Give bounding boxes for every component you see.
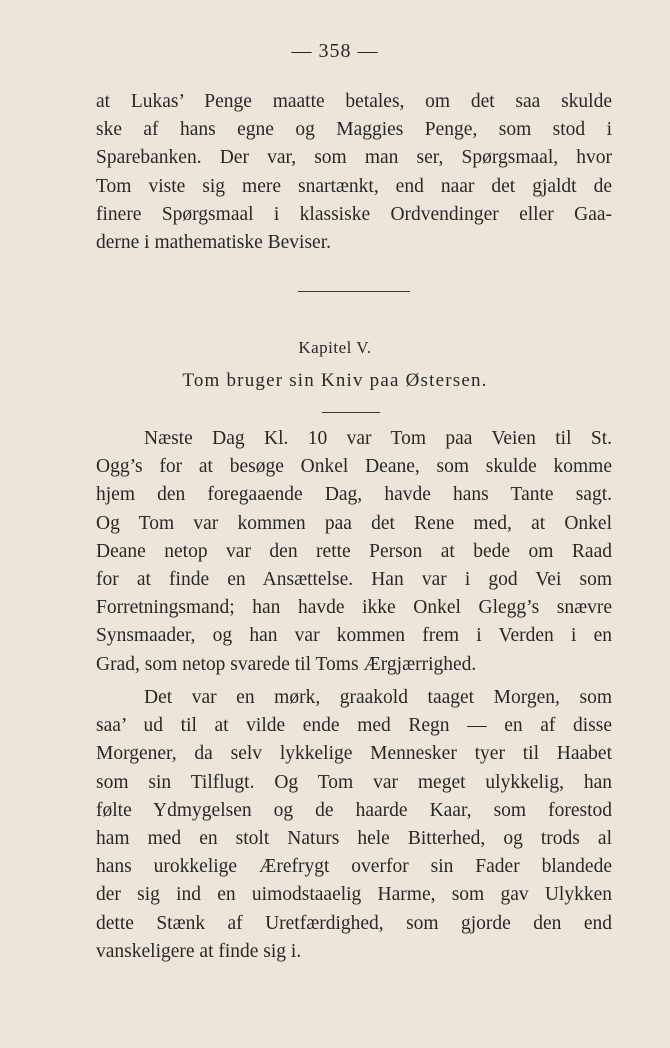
text-line: saa’ ud til at vilde ende med Regn — en af disse — [96, 715, 612, 737]
text-line: følte Ydmygelsen og de haarde Kaar, som forestod — [96, 799, 612, 821]
paragraph-2 — [96, 684, 612, 966]
chapter-label: Kapitel V. — [298, 338, 372, 357]
text-line: for at finde en Ansættelse. Han var i god Vei som — [96, 569, 612, 591]
text-line: dette Stænk af Uretfærdighed, som gjorde den end — [96, 912, 612, 934]
text-line: Det var en mørk, graakold taaget Morgen, som — [144, 687, 612, 708]
text-line: ske af hans egne og Maggies Penge, som stod i — [96, 119, 612, 141]
title-divider — [322, 412, 380, 413]
text-line: Synsmaader, og han var kommen frem i Verden i en — [96, 625, 612, 647]
text-line: som sin Tilflugt. Og Tom var meget ulykkelig, han — [96, 771, 612, 793]
text-line: der sig ind en uimodstaaelig Harme, som gav Ulykken — [96, 884, 612, 906]
text-line: Tom viste sig mere snartænkt, end naar det gjaldt de — [96, 175, 612, 197]
text-line: Morgener, da selv lykkelige Mennesker tyer til Haabet — [96, 743, 612, 765]
text-line: derne i mathematiske Beviser. — [96, 232, 332, 254]
paragraph-1 — [96, 425, 612, 679]
continued-paragraph — [96, 88, 612, 257]
chapter-title: Tom bruger sin Kniv paa Østersen. — [182, 370, 488, 391]
text-line: Grad, som netop svarede til Toms Ærgjærrighed. — [96, 653, 477, 675]
section-divider — [298, 291, 410, 292]
text-line: ham med en stolt Naturs hele Bitterhed, og trods al — [96, 828, 612, 850]
text-line: Deane netop var den rette Person at bede om Raad — [96, 540, 612, 562]
text-line: hjem den foregaaende Dag, havde hans Tante sagt. — [96, 484, 612, 506]
text-line: finere Spørgsmaal i klassiske Ordvendinger eller Gaa- — [96, 203, 612, 225]
text-line: Ogg’s for at besøge Onkel Deane, som skulde komme — [96, 456, 612, 478]
text-line: Og Tom var kommen paa det Rene med, at Onkel — [96, 512, 612, 534]
text-line: at Lukas’ Penge maatte betales, om det saa skulde — [96, 91, 612, 112]
text-line: vanskeligere at finde sig i. — [96, 940, 302, 962]
text-line: Næste Dag Kl. 10 var Tom paa Veien til St. — [144, 428, 612, 449]
text-line: Sparebanken. Der var, som man ser, Spørgsmaal, hvor — [96, 147, 612, 169]
text-line: hans urokkelige Ærefrygt overfor sin Fader blandede — [96, 856, 612, 878]
page-number: — 358 — — [291, 40, 379, 62]
text-line: Forretningsmand; han havde ikke Onkel Glegg’s snævre — [96, 597, 612, 619]
